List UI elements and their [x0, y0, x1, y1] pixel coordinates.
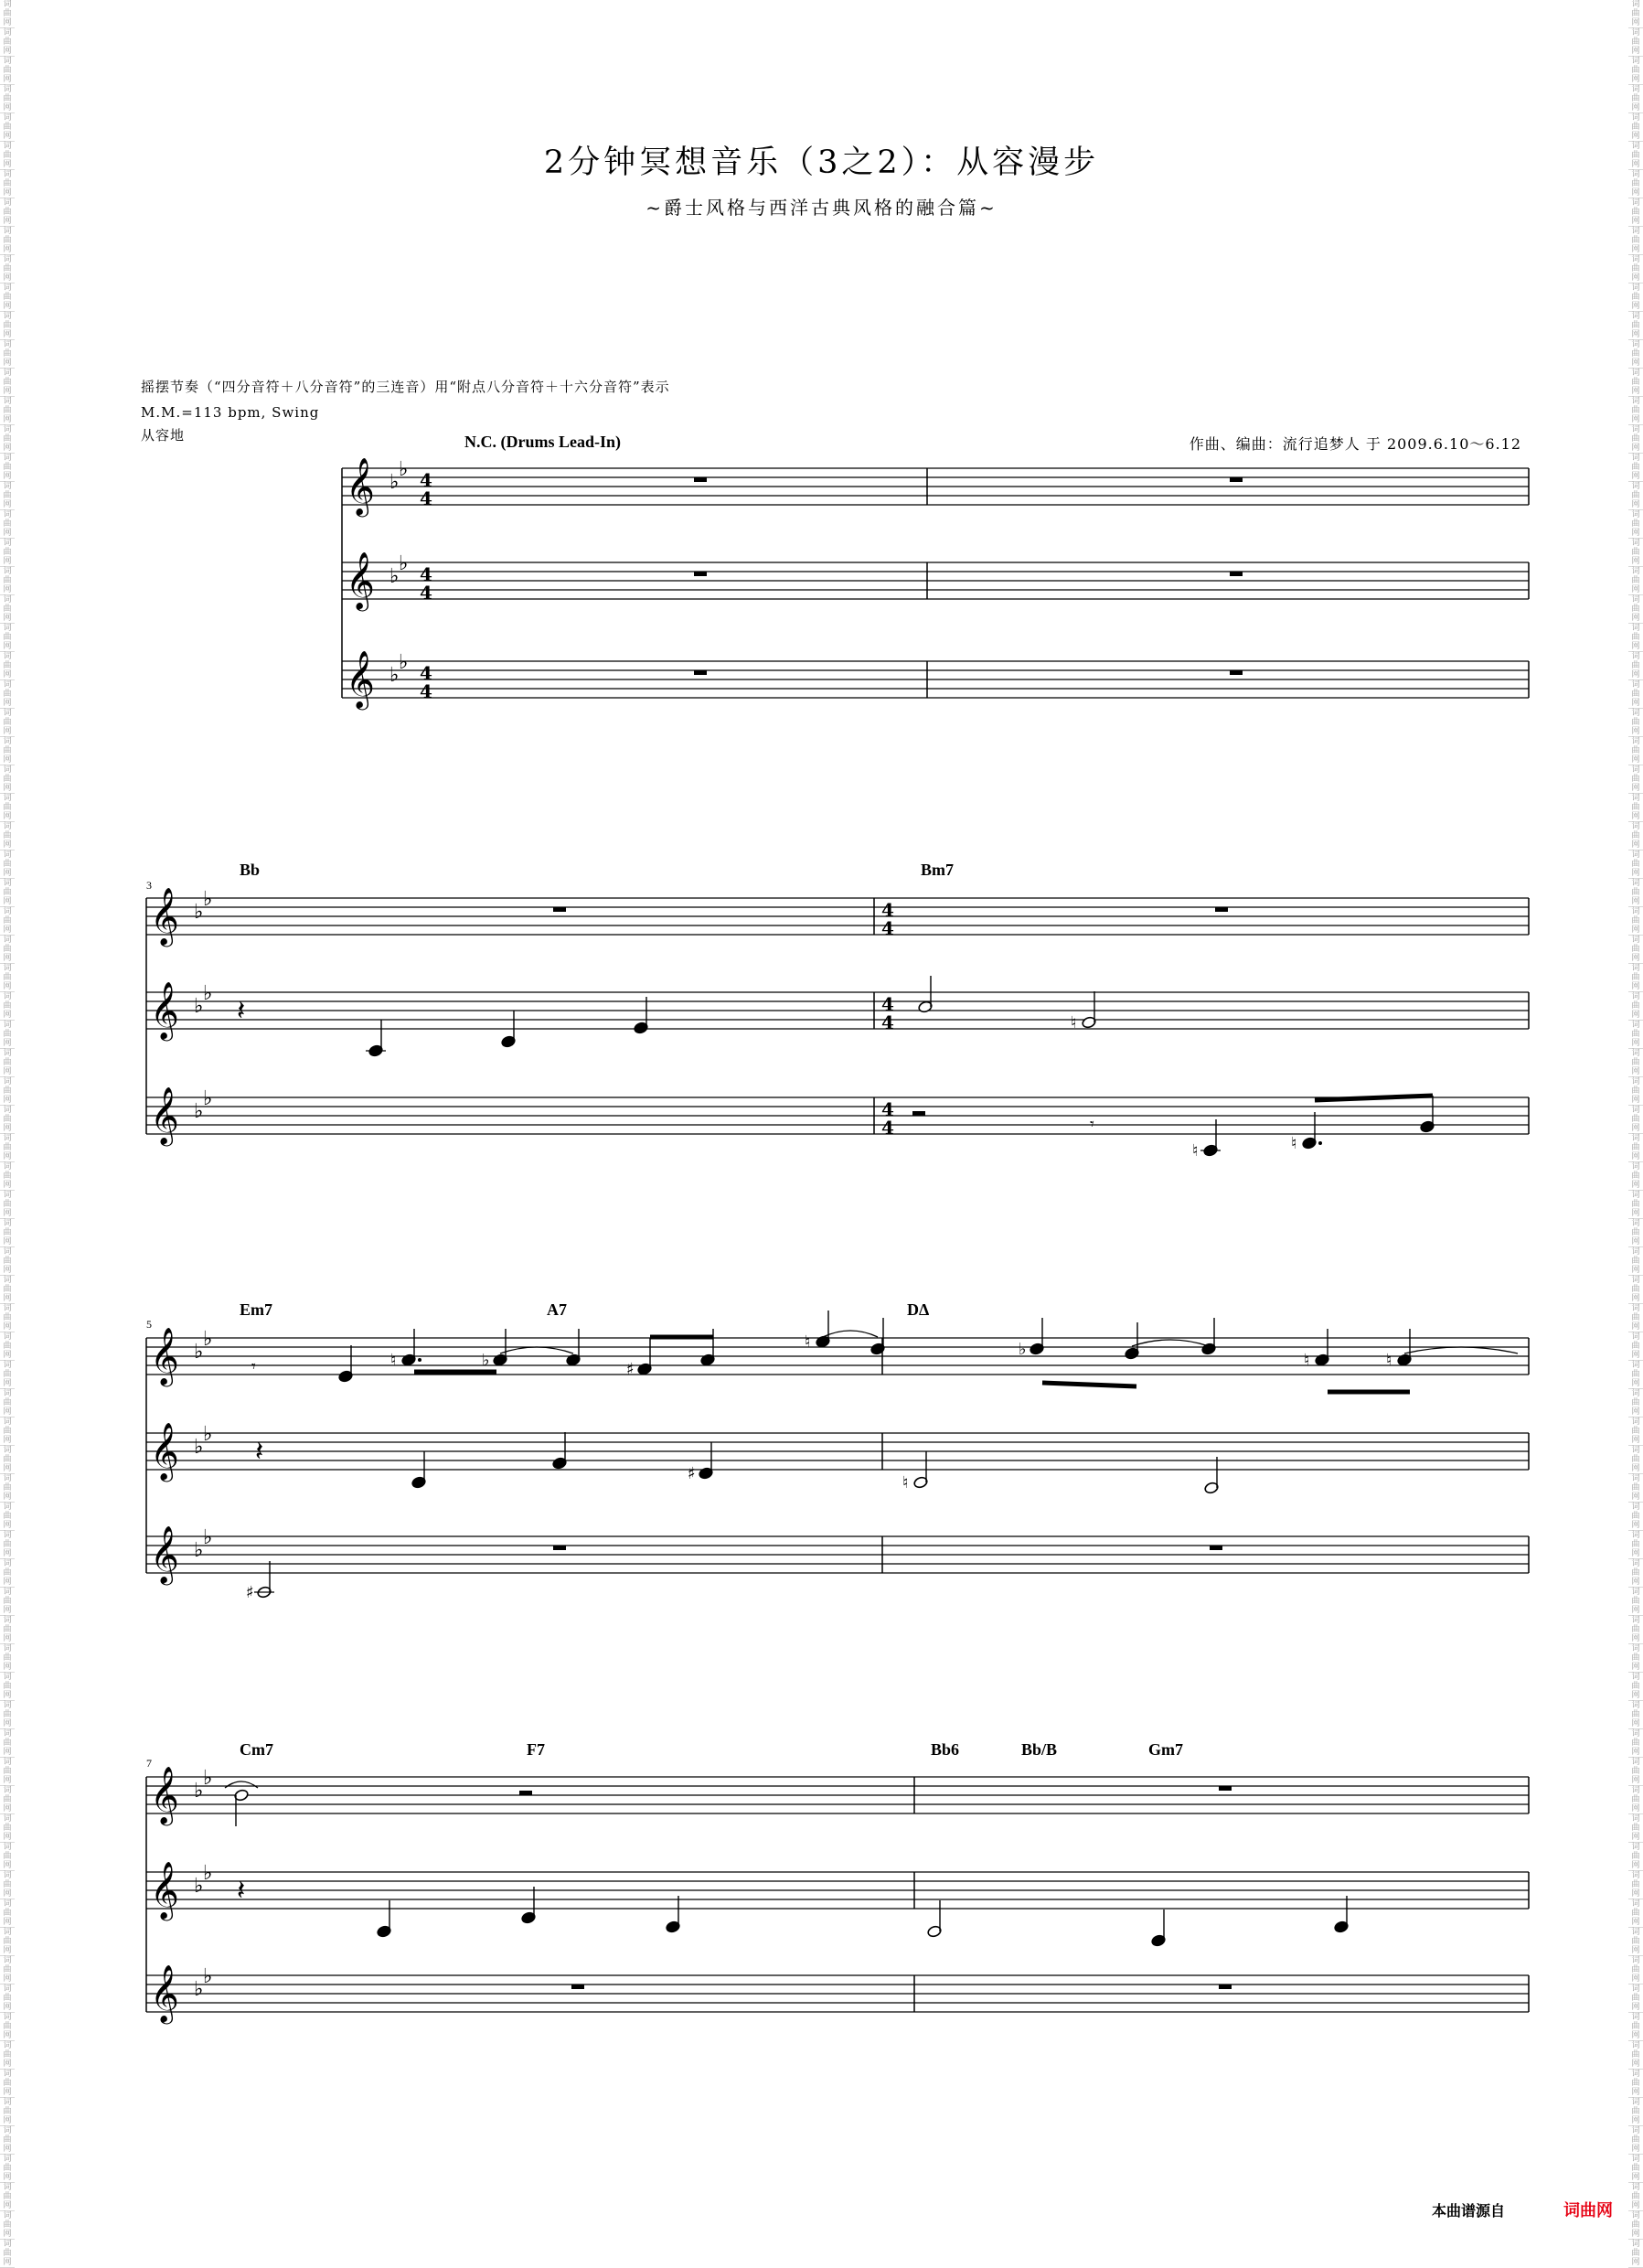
flat-icon: ♭ — [194, 901, 204, 924]
watermark-cell: 词 曲 网 — [0, 1559, 15, 1588]
watermark-cell: 词 曲 网 — [1628, 369, 1643, 397]
watermark-cell: 词 曲 网 — [1628, 936, 1643, 964]
watermark-cell: 词 曲 网 — [1628, 397, 1643, 425]
time-signature-top: 4 — [881, 899, 894, 921]
watermark-cell: 词 曲 网 — [0, 1786, 15, 1814]
watermark-cell: 词 曲 网 — [1628, 1389, 1643, 1418]
whole-rest-icon — [1230, 477, 1243, 482]
flat-icon: ♭ — [389, 664, 400, 687]
whole-rest-icon — [1215, 907, 1228, 912]
watermark-cell: 词 曲 网 — [0, 1361, 15, 1389]
watermark-cell: 词 曲 网 — [0, 2183, 15, 2211]
tie — [1404, 1347, 1518, 1353]
watermark-cell: 词 曲 网 — [1628, 1701, 1643, 1729]
watermark-cell: 词 曲 网 — [0, 2041, 15, 2070]
watermark-cell: 词 曲 网 — [1628, 709, 1643, 737]
chord-symbol: Bb/B — [1021, 1740, 1058, 1759]
watermark-cell: 词 曲 网 — [0, 1814, 15, 1843]
composer-credit: 作曲、编曲：流行追梦人 于 2009.6.10～6.12 — [1189, 435, 1521, 453]
watermark-cell: 词 曲 网 — [1628, 1559, 1643, 1588]
accidental-icon: ♮ — [1071, 1013, 1077, 1032]
watermark-cell: 词 曲 网 — [1628, 284, 1643, 312]
eighth-rest-icon: 𝄾 — [251, 1357, 256, 1376]
chord-symbol: Gm7 — [1148, 1740, 1183, 1759]
watermark-cell: 词 曲 网 — [0, 1134, 15, 1162]
whole-rest-icon — [1230, 670, 1243, 675]
watermark-cell: 词 曲 网 — [1628, 1332, 1643, 1361]
watermark-cell: 词 曲 网 — [0, 1077, 15, 1106]
watermark-cell: 词 曲 网 — [0, 1729, 15, 1758]
watermark-cell: 词 曲 网 — [0, 567, 15, 595]
watermark-cell: 词 曲 网 — [0, 964, 15, 992]
chord-symbol: Bb — [240, 861, 261, 879]
watermark-cell: 词 曲 网 — [0, 28, 15, 57]
watermark-cell: 词 曲 网 — [0, 1673, 15, 1701]
treble-clef-icon: 𝄞 — [346, 457, 375, 515]
watermark-cell: 词 曲 网 — [1628, 964, 1643, 992]
watermark-cell: 词 曲 网 — [0, 369, 15, 397]
watermark-cell: 词 曲 网 — [1628, 567, 1643, 595]
watermark-cell: 词 曲 网 — [1628, 907, 1643, 936]
watermark-cell: 词 曲 网 — [1628, 1843, 1643, 1871]
watermark-cell: 词 曲 网 — [0, 142, 15, 170]
watermark-cell: 词 曲 网 — [0, 2155, 15, 2183]
watermark-cell: 词 曲 网 — [1628, 510, 1643, 539]
watermark-cell: 词 曲 网 — [1628, 1786, 1643, 1814]
watermark-cell: 词 曲 网 — [1628, 1729, 1643, 1758]
watermark-cell: 词 曲 网 — [1628, 765, 1643, 794]
measure-number: 3 — [146, 879, 152, 892]
watermark-cell: 词 曲 网 — [0, 2098, 15, 2126]
watermark-cell: 词 曲 网 — [0, 0, 15, 28]
watermark-cell: 词 曲 网 — [0, 1588, 15, 1616]
watermark-cell: 词 曲 网 — [0, 170, 15, 198]
watermark-cell: 词 曲 网 — [1628, 2183, 1643, 2211]
watermark-cell: 词 曲 网 — [0, 255, 15, 284]
watermark-cell: 词 曲 网 — [1628, 2070, 1643, 2098]
augmentation-dot — [1318, 1141, 1322, 1145]
watermark-cell: 词 曲 网 — [1628, 1758, 1643, 1786]
flat-icon: ♭ — [194, 1436, 204, 1459]
watermark-cell: 词 曲 网 — [1628, 1021, 1643, 1049]
watermark-cell: 词 曲 网 — [0, 1389, 15, 1418]
flat-icon: ♭ — [194, 995, 204, 1018]
watermark-cell: 词 曲 网 — [1628, 2013, 1643, 2041]
treble-clef-icon: 𝄞 — [150, 1964, 179, 2022]
flat-icon: ♭ — [203, 1087, 213, 1110]
flat-icon: ♭ — [203, 1423, 213, 1446]
watermark-cell: 词 曲 网 — [0, 1191, 15, 1219]
watermark-cell: 词 曲 网 — [1628, 482, 1643, 510]
watermark-cell: 词 曲 网 — [1628, 1134, 1643, 1162]
treble-clef-icon: 𝄞 — [150, 1422, 179, 1480]
watermark-cell: 词 曲 网 — [1628, 2126, 1643, 2155]
flat-icon: ♭ — [194, 1539, 204, 1562]
treble-clef-icon: 𝄞 — [346, 650, 375, 708]
watermark-cell: 词 曲 网 — [0, 595, 15, 624]
page-title: 2分钟冥想音乐（3之2）：从容漫步 — [543, 144, 1100, 181]
watermark-cell: 词 曲 网 — [1628, 1984, 1643, 2013]
accidental-icon: ♮ — [1192, 1141, 1199, 1161]
accidental-icon: ♭ — [482, 1351, 490, 1370]
accidental-icon: ♯ — [626, 1360, 635, 1379]
watermark-cell: 词 曲 网 — [1628, 1531, 1643, 1559]
watermark-cell: 词 曲 网 — [0, 198, 15, 227]
watermark-cell: 词 曲 网 — [1628, 1446, 1643, 1474]
measure-number: 5 — [146, 1318, 152, 1331]
watermark-cell: 词 曲 网 — [0, 1446, 15, 1474]
augmentation-dot — [418, 1358, 421, 1362]
watermark-cell: 词 曲 网 — [0, 794, 15, 822]
watermark-cell: 词 曲 网 — [0, 737, 15, 765]
watermark-cell: 词 曲 网 — [0, 510, 15, 539]
flat-icon: ♭ — [194, 1978, 204, 2001]
watermark-cell: 词 曲 网 — [0, 2013, 15, 2041]
watermark-cell: 词 曲 网 — [1628, 850, 1643, 879]
half-rest-icon — [519, 1791, 532, 1795]
watermark-cell: 词 曲 网 — [1628, 142, 1643, 170]
accidental-icon: ♮ — [1304, 1351, 1310, 1370]
watermark-cell: 词 曲 网 — [1628, 652, 1643, 680]
note-beam — [1315, 1096, 1433, 1100]
whole-rest-icon — [553, 907, 566, 912]
page-subtitle: ~爵士风格与西洋古典风格的融合篇~ — [645, 197, 998, 219]
treble-clef-icon: 𝄞 — [150, 1766, 179, 1824]
watermark-cell: 词 曲 网 — [1628, 1247, 1643, 1276]
treble-clef-icon: 𝄞 — [150, 1525, 179, 1583]
watermark-cell: 词 曲 网 — [1628, 539, 1643, 567]
watermark-cell: 词 曲 网 — [0, 1106, 15, 1134]
chord-symbol: A7 — [547, 1300, 567, 1319]
flat-icon: ♭ — [203, 1328, 213, 1351]
whole-rest-icon — [694, 477, 707, 482]
treble-clef-icon: 𝄞 — [346, 551, 375, 609]
watermark-cell: 词 曲 网 — [1628, 170, 1643, 198]
watermark-cell: 词 曲 网 — [1628, 1162, 1643, 1191]
watermark-cell: 词 曲 网 — [1628, 1644, 1643, 1673]
accidental-icon: ♮ — [1386, 1351, 1392, 1370]
time-signature-top: 4 — [420, 469, 432, 491]
watermark-cell: 词 曲 网 — [0, 936, 15, 964]
watermark-cell: 词 曲 网 — [0, 425, 15, 454]
time-signature-bottom: 4 — [420, 582, 432, 604]
watermark-cell: 词 曲 网 — [1628, 1928, 1643, 1956]
watermark-cell: 词 曲 网 — [1628, 255, 1643, 284]
watermark-cell: 词 曲 网 — [0, 1616, 15, 1644]
watermark-cell: 词 曲 网 — [1628, 794, 1643, 822]
watermark-cell: 词 曲 网 — [0, 850, 15, 879]
accidental-icon: ♮ — [902, 1473, 909, 1492]
whole-rest-icon — [553, 1546, 566, 1550]
watermark-cell: 词 曲 网 — [0, 1276, 15, 1304]
watermark-cell: 词 曲 网 — [1628, 2211, 1643, 2240]
watermark-cell: 词 曲 网 — [1628, 2041, 1643, 2070]
flat-icon: ♭ — [203, 1965, 213, 1988]
watermark-cell: 词 曲 网 — [0, 765, 15, 794]
flat-icon: ♭ — [399, 458, 409, 481]
time-signature-top: 4 — [881, 993, 894, 1015]
watermark-cell: 词 曲 网 — [1628, 57, 1643, 85]
time-signature-top: 4 — [420, 662, 432, 684]
watermark-cell: 词 曲 网 — [1628, 1304, 1643, 1332]
watermark-cell: 词 曲 网 — [1628, 1814, 1643, 1843]
watermark-cell: 词 曲 网 — [1628, 1474, 1643, 1503]
whole-rest-icon — [694, 572, 707, 576]
watermark-cell: 词 曲 网 — [1628, 1077, 1643, 1106]
flat-icon: ♭ — [203, 1862, 213, 1885]
watermark-cell: 词 曲 网 — [0, 1531, 15, 1559]
accidental-icon: ♮ — [805, 1332, 811, 1352]
time-signature-top: 4 — [420, 563, 432, 585]
watermark-cell: 词 曲 网 — [0, 1758, 15, 1786]
watermark-cell: 词 曲 网 — [0, 1304, 15, 1332]
whole-rest-icon — [1219, 1984, 1232, 1989]
treble-clef-icon: 𝄞 — [150, 1327, 179, 1385]
watermark-cell: 词 曲 网 — [0, 1219, 15, 1247]
watermark-cell: 词 曲 网 — [0, 822, 15, 850]
note-beam — [1042, 1383, 1136, 1386]
tie — [225, 1781, 258, 1788]
watermark-cell: 词 曲 网 — [1628, 1219, 1643, 1247]
treble-clef-icon: 𝄞 — [150, 887, 179, 945]
time-signature-bottom: 4 — [420, 487, 432, 509]
watermark-cell: 词 曲 网 — [1628, 425, 1643, 454]
time-signature-bottom: 4 — [881, 917, 894, 939]
treble-clef-icon: 𝄞 — [150, 981, 179, 1039]
watermark-cell: 词 曲 网 — [0, 57, 15, 85]
watermark-cell: 词 曲 网 — [1628, 198, 1643, 227]
flat-icon: ♭ — [203, 982, 213, 1005]
chord-symbol: Bm7 — [921, 861, 954, 879]
watermark-cell: 词 曲 网 — [0, 397, 15, 425]
watermark-cell: 词 曲 网 — [1628, 624, 1643, 652]
watermark-cell: 词 曲 网 — [1628, 1106, 1643, 1134]
watermark-cell: 词 曲 网 — [1628, 1418, 1643, 1446]
watermark-cell: 词 曲 网 — [0, 907, 15, 936]
watermark-cell: 词 曲 网 — [0, 1503, 15, 1531]
measure-number: 7 — [146, 1757, 152, 1770]
flat-icon: ♭ — [203, 888, 213, 911]
flat-icon: ♭ — [389, 565, 400, 588]
watermark-cell: 词 曲 网 — [0, 539, 15, 567]
watermark-cell: 词 曲 网 — [1628, 992, 1643, 1021]
watermark-cell: 词 曲 网 — [1628, 2155, 1643, 2183]
whole-rest-icon — [1210, 1546, 1222, 1550]
treble-clef-icon: 𝄞 — [150, 1861, 179, 1919]
watermark-cell: 词 曲 网 — [1628, 0, 1643, 28]
watermark-cell: 词 曲 网 — [0, 1871, 15, 1899]
flat-icon: ♭ — [194, 1100, 204, 1123]
watermark-cell: 词 曲 网 — [0, 1928, 15, 1956]
watermark-cell: 词 曲 网 — [0, 85, 15, 113]
tie — [1132, 1340, 1209, 1346]
footer-source-label: 本曲谱源自 — [1432, 2202, 1506, 2220]
watermark-cell: 词 曲 网 — [0, 1956, 15, 1984]
watermark-cell: 词 曲 网 — [0, 1247, 15, 1276]
watermark-cell: 词 曲 网 — [0, 482, 15, 510]
watermark-cell: 词 曲 网 — [0, 680, 15, 709]
tempo-marking: M.M.=113 bpm, Swing — [141, 404, 320, 421]
chord-symbol: Em7 — [240, 1300, 272, 1319]
quarter-rest-icon: 𝄽 — [237, 995, 246, 1027]
watermark-cell: 词 曲 网 — [1628, 1616, 1643, 1644]
accidental-icon: ♮ — [390, 1351, 397, 1370]
whole-rest-icon — [694, 670, 707, 675]
watermark-cell: 词 曲 网 — [1628, 879, 1643, 907]
watermark-cell: 词 曲 网 — [1628, 2240, 1643, 2268]
watermark-cell: 词 曲 网 — [0, 113, 15, 142]
swing-instruction: 摇摆节奏（“四分音符＋八分音符”的三连音）用“附点八分音符＋十六分音符”表示 — [141, 379, 670, 395]
watermark-cell: 词 曲 网 — [0, 624, 15, 652]
watermark-cell: 词 曲 网 — [0, 1984, 15, 2013]
watermark-cell: 词 曲 网 — [0, 992, 15, 1021]
watermark-cell: 词 曲 网 — [0, 1899, 15, 1928]
watermark-cell: 词 曲 网 — [0, 1021, 15, 1049]
watermark-cell: 词 曲 网 — [1628, 595, 1643, 624]
watermark-cell: 词 曲 网 — [0, 1418, 15, 1446]
watermark-cell: 词 曲 网 — [0, 1162, 15, 1191]
flat-icon: ♭ — [194, 1341, 204, 1364]
watermark-cell: 词 曲 网 — [0, 1701, 15, 1729]
watermark-cell: 词 曲 网 — [1628, 1871, 1643, 1899]
watermark-cell: 词 曲 网 — [1628, 1049, 1643, 1077]
watermark-cell: 词 曲 网 — [0, 2070, 15, 2098]
watermark-cell: 词 曲 网 — [0, 1049, 15, 1077]
watermark-cell: 词 曲 网 — [0, 227, 15, 255]
accidental-icon: ♭ — [1019, 1340, 1027, 1359]
chord-symbol: DΔ — [907, 1300, 930, 1319]
watermark-cell: 词 曲 网 — [0, 1474, 15, 1503]
flat-icon: ♭ — [389, 471, 400, 494]
tie — [500, 1347, 573, 1353]
watermark-cell: 词 曲 网 — [1628, 822, 1643, 850]
watermark-cell: 词 曲 网 — [0, 340, 15, 369]
watermark-cell: 词 曲 网 — [0, 879, 15, 907]
tie — [823, 1331, 878, 1337]
whole-rest-icon — [1230, 572, 1243, 576]
watermark-cell: 词 曲 网 — [1628, 454, 1643, 482]
watermark-cell: 词 曲 网 — [1628, 312, 1643, 340]
accidental-icon: ♯ — [688, 1464, 696, 1483]
half-rest-icon — [912, 1111, 925, 1116]
footer-site-logo: 词曲网 — [1563, 2201, 1613, 2220]
watermark-cell: 词 曲 网 — [1628, 2098, 1643, 2126]
treble-clef-icon: 𝄞 — [150, 1086, 179, 1144]
watermark-cell: 词 曲 网 — [0, 312, 15, 340]
watermark-cell: 词 曲 网 — [1628, 227, 1643, 255]
time-signature-bottom: 4 — [881, 1011, 894, 1033]
quarter-rest-icon: 𝄽 — [237, 1875, 246, 1907]
chord-symbol: Cm7 — [240, 1740, 273, 1759]
whole-rest-icon — [571, 1984, 584, 1989]
accidental-icon: ♮ — [1291, 1134, 1297, 1153]
watermark-cell: 词 曲 网 — [1628, 1673, 1643, 1701]
flat-icon: ♭ — [399, 552, 409, 575]
watermark-cell: 词 曲 网 — [1628, 737, 1643, 765]
watermark-cell: 词 曲 网 — [0, 1644, 15, 1673]
time-signature-top: 4 — [881, 1098, 894, 1120]
flat-icon: ♭ — [203, 1526, 213, 1549]
watermark-cell: 词 曲 网 — [1628, 1191, 1643, 1219]
chord-symbol: F7 — [527, 1740, 545, 1759]
watermark-cell: 词 曲 网 — [1628, 680, 1643, 709]
quarter-rest-icon: 𝄽 — [255, 1436, 264, 1468]
watermark-cell: 词 曲 网 — [1628, 1899, 1643, 1928]
watermark-cell: 词 曲 网 — [0, 1843, 15, 1871]
watermark-cell: 词 曲 网 — [1628, 85, 1643, 113]
watermark-cell: 词 曲 网 — [1628, 113, 1643, 142]
watermark-cell: 词 曲 网 — [1628, 1361, 1643, 1389]
watermark-cell: 词 曲 网 — [0, 284, 15, 312]
watermark-cell: 词 曲 网 — [0, 2211, 15, 2240]
watermark-cell: 词 曲 网 — [1628, 340, 1643, 369]
watermark-cell: 词 曲 网 — [0, 1332, 15, 1361]
whole-rest-icon — [1219, 1786, 1232, 1791]
watermark-cell: 词 曲 网 — [1628, 28, 1643, 57]
watermark-cell: 词 曲 网 — [0, 709, 15, 737]
flat-icon: ♭ — [194, 1875, 204, 1898]
chord-symbol: N.C. (Drums Lead-In) — [464, 433, 621, 451]
watermark-cell: 词 曲 网 — [0, 454, 15, 482]
time-signature-bottom: 4 — [881, 1117, 894, 1139]
flat-icon: ♭ — [399, 651, 409, 674]
watermark-cell: 词 曲 网 — [0, 2126, 15, 2155]
watermark-cell: 词 曲 网 — [1628, 1588, 1643, 1616]
watermark-cell: 词 曲 网 — [0, 652, 15, 680]
accidental-icon: ♯ — [246, 1583, 254, 1602]
time-signature-bottom: 4 — [420, 680, 432, 702]
expression-marking: 从容地 — [141, 427, 186, 444]
watermark-cell: 词 曲 网 — [1628, 1276, 1643, 1304]
watermark-cell: 词 曲 网 — [1628, 1503, 1643, 1531]
flat-icon: ♭ — [203, 1767, 213, 1790]
watermark-cell: 词 曲 网 — [1628, 1956, 1643, 1984]
watermark-cell: 词 曲 网 — [0, 2240, 15, 2268]
flat-icon: ♭ — [194, 1780, 204, 1803]
eighth-rest-icon: 𝄾 — [1090, 1115, 1094, 1134]
chord-symbol: Bb6 — [931, 1740, 960, 1759]
